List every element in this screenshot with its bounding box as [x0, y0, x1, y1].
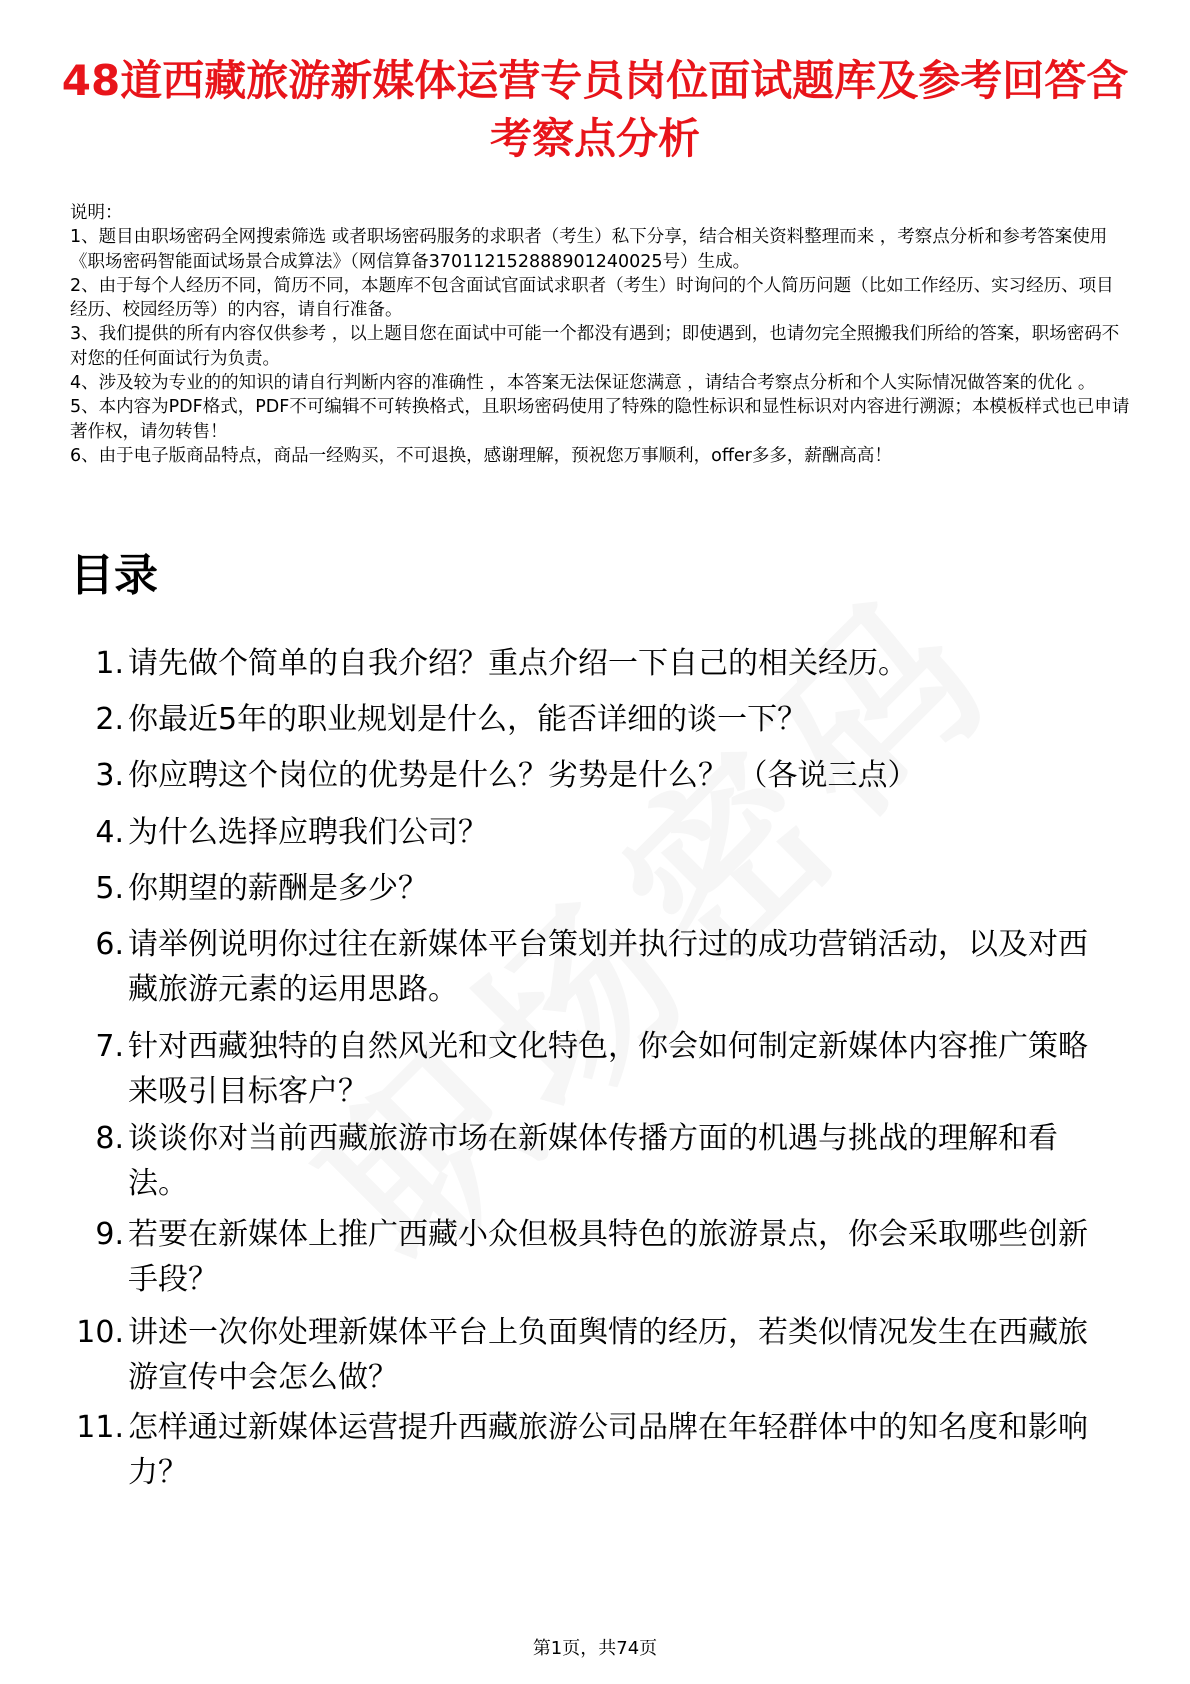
toc-item-text: 讲述一次你处理新媒体平台上负面舆情的经历，若类似情况发生在西藏旅游宣传中会怎么做？: [128, 1315, 1088, 1395]
page-footer: 第1页，共74页: [532, 1638, 658, 1659]
document-title: 48道西藏旅游新媒体运营专员岗位面试题库及参考回答含考察点分析: [61, 56, 1129, 163]
toc-item-number: 3.: [95, 758, 124, 793]
toc-item-text: 你应聘这个岗位的优势是什么？劣势是什么？ （各说三点）: [128, 758, 918, 793]
notes-heading: 说明：: [70, 203, 123, 223]
toc-item-number: 7.: [95, 1029, 124, 1064]
toc-item-text: 请举例说明你过往在新媒体平台策划并执行过的成功营销活动，以及对西藏旅游元素的运用思路。: [128, 927, 1088, 1007]
toc-item-text: 你最近5年的职业规划是什么，能否详细的谈一下？: [128, 702, 808, 737]
toc-item-number: 1.: [95, 646, 124, 681]
toc-item-text: 针对西藏独特的自然风光和文化特色，你会如何制定新媒体内容推广策略来吸引目标客户？: [128, 1029, 1088, 1109]
toc-item-number: 10.: [76, 1315, 124, 1350]
toc-item-text: 为什么选择应聘我们公司？: [128, 815, 488, 850]
toc-item-number: 11.: [76, 1410, 124, 1445]
note-item: 4、涉及较为专业的的知识的请自行判断内容的准确性 ，本答案无法保证您满意 ，请结合考察点分析和个人实际情况做答案的优化 。: [70, 373, 1096, 394]
toc-item-text: 若要在新媒体上推广西藏小众但极具特色的旅游景点，你会采取哪些创新手段？: [128, 1217, 1088, 1297]
toc-item-number: 8.: [95, 1121, 124, 1156]
toc-item-text: 谈谈你对当前西藏旅游市场在新媒体传播方面的机遇与挑战的理解和看法。: [128, 1121, 1058, 1201]
note-item: 6、由于电子版商品特点，商品一经购买，不可退换，感谢理解，预祝您万事顺利，offer多多，薪酬高高！: [70, 445, 892, 466]
toc-item-text: 怎样通过新媒体运营提升西藏旅游公司品牌在年轻群体中的知名度和影响力？: [128, 1410, 1088, 1490]
note-item: 1、题目由职场密码全网搜索筛选 或者职场密码服务的求职者（考生）私下分享，结合相关资料整理而来 ，考察点分析和参考答案使用《职场密码智能面试场景合成算法》（网信算备370112152888901240025号）生成。: [70, 227, 1108, 272]
toc-item-number: 6.: [95, 927, 124, 962]
toc-item-number: 5.: [95, 871, 124, 906]
toc-item-number: 9.: [95, 1217, 124, 1252]
note-item: 2、由于每个人经历不同，简历不同，本题库不包含面试官面试求职者（考生）时询问的个人简历问题（比如工作经历、实习经历、项目经历、校园经历等）的内容，请自行准备。: [70, 275, 1114, 321]
toc-item-number: 4.: [95, 815, 124, 850]
note-item: 3、我们提供的所有内容仅供参考 ，以上题目您在面试中可能一个都没有遇到；即使遇到，也请勿完全照搬我们所给的答案，职场密码不对您的任何面试行为负责。: [70, 324, 1120, 369]
toc-item-text: 你期望的薪酬是多少？: [128, 871, 428, 906]
toc-item-number: 2.: [95, 702, 124, 737]
note-item: 5、本内容为PDF格式，PDF不可编辑不可转换格式，且职场密码使用了特殊的隐性标识和显性标识对内容进行溯源；本模板样式也已申请著作权，请勿转售！: [70, 397, 1130, 442]
notes-block: [70, 201, 1130, 468]
toc-heading: 目录: [70, 550, 158, 601]
toc-item-text: 请先做个简单的自我介绍？重点介绍一下自己的相关经历。: [128, 646, 908, 681]
